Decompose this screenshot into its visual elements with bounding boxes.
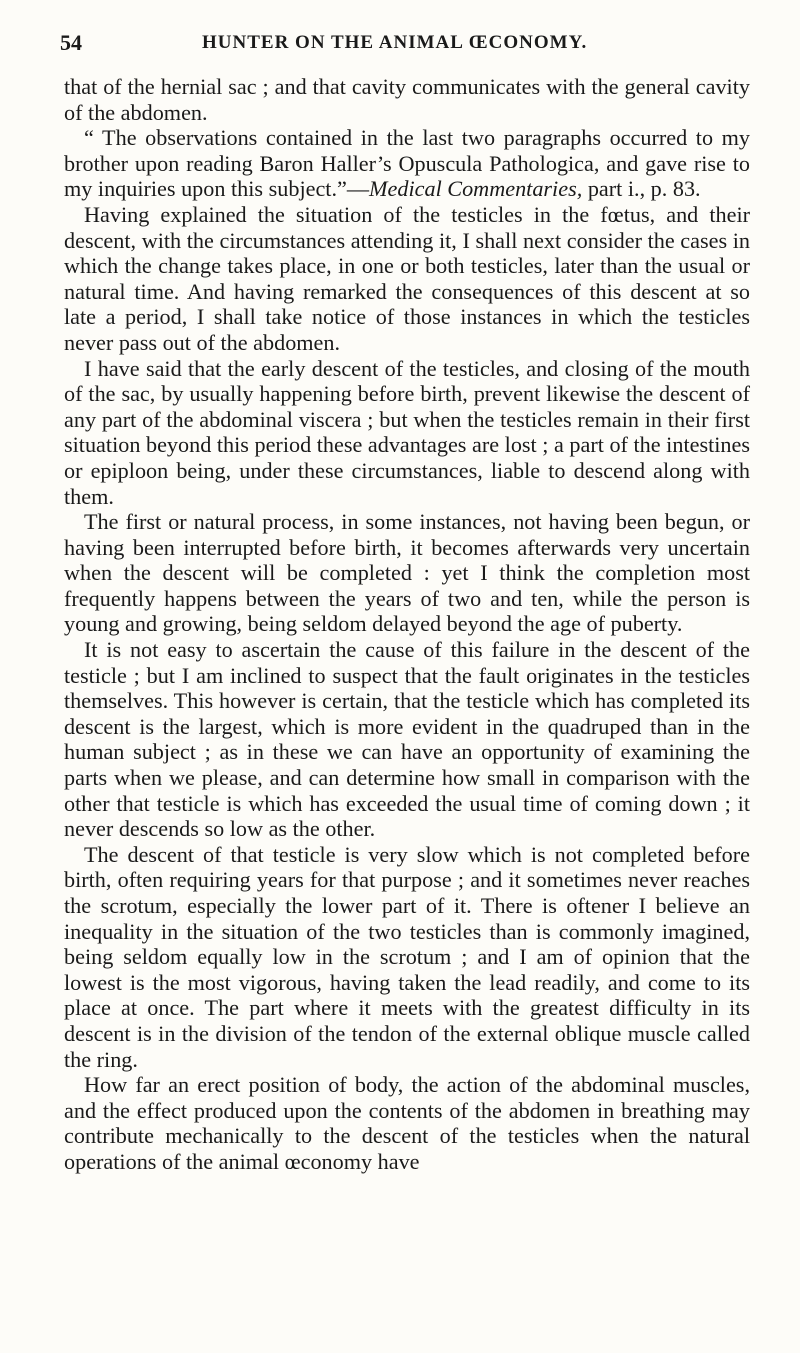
page-number: 54 — [60, 30, 82, 55]
paragraph: The first or natural process, in some instances, not having been begun, or having been interrupted before birth, it becomes afterwards very uncertain when the descent will be completed : yet I think the completion most frequently happens between the years of two and ten, while the person is young and growing, being seldom delayed beyond the age of puberty. — [64, 509, 750, 637]
citation-title: Medical Commentaries, — [369, 176, 583, 202]
paragraph: How far an erect position of body, the action of the abdominal muscles, and the effect produced upon the contents of the abdomen in breathing may contribute mechanically to the descent of the testicles when the natural operations of the animal œconomy have — [64, 1072, 750, 1174]
paragraph: The descent of that testicle is very slow which is not completed before birth, often requiring years for that purpose ; and it sometimes never reaches the scrotum, especially the lower part of it. There is oftener I believe an inequality in the situation of the two testicles than is commonly imagined, being seldom equally low in the scrotum ; and I am of opinion that the lowest is the most vigorous, having taken the lead readily, and come to its place at once. The part where it meets with the greatest difficulty in its descent is in the division of the tendon of the external oblique muscle called the ring. — [64, 841, 750, 1072]
paragraph-continuation: that of the hernial sac ; and that cavity communicates with the general cavity of the abdomen. — [64, 74, 750, 125]
running-head — [60, 30, 740, 60]
paragraph: It is not easy to ascertain the cause of this failure in the descent of the testicle ; but I am inclined to suspect that the fault originates in the testicles themselves. This however is certain, that the testicle which has completed its descent is the largest, which is more evident in the quadruped than in the human subject ; as in these we can have an opportunity of examining the parts when we please, and can determine how small in comparison with the other that testicle is which has exceeded the usual time of coming down ; it never descends so low as the other. — [64, 637, 750, 842]
running-title: HUNTER ON THE ANIMAL ŒCONOMY. — [202, 32, 588, 53]
paragraph: Having explained the situation of the testicles in the fœtus, and their descent, with the circumstances attending it, I shall next consider the cases in which the change takes place, in one or both testicles, later than the usual or natural time. And having remarked the consequences of this descent at so late a period, I shall take notice of those instances in which the testicles never pass out of the abdomen. — [64, 201, 750, 355]
body-text — [64, 74, 750, 1175]
paragraph: I have said that the early descent of the testicles, and closing of the mouth of the sac, by usually happening before birth, prevent likewise the descent of any part of the abdominal viscera ; but when the testicles remain in their first situation beyond this period these advantages are lost ; a part of the intestines or epiploon being, under these circumstances, liable to descend along with them. — [64, 355, 750, 509]
paragraph-quotation: “ The observations contained in the last two paragraphs occurred to my brother upon reading Baron Haller’s Opuscula Pathologica, and gave rise to my inquiries upon this subject.”—Medical Commentaries, part i., p. 83. — [64, 125, 750, 202]
